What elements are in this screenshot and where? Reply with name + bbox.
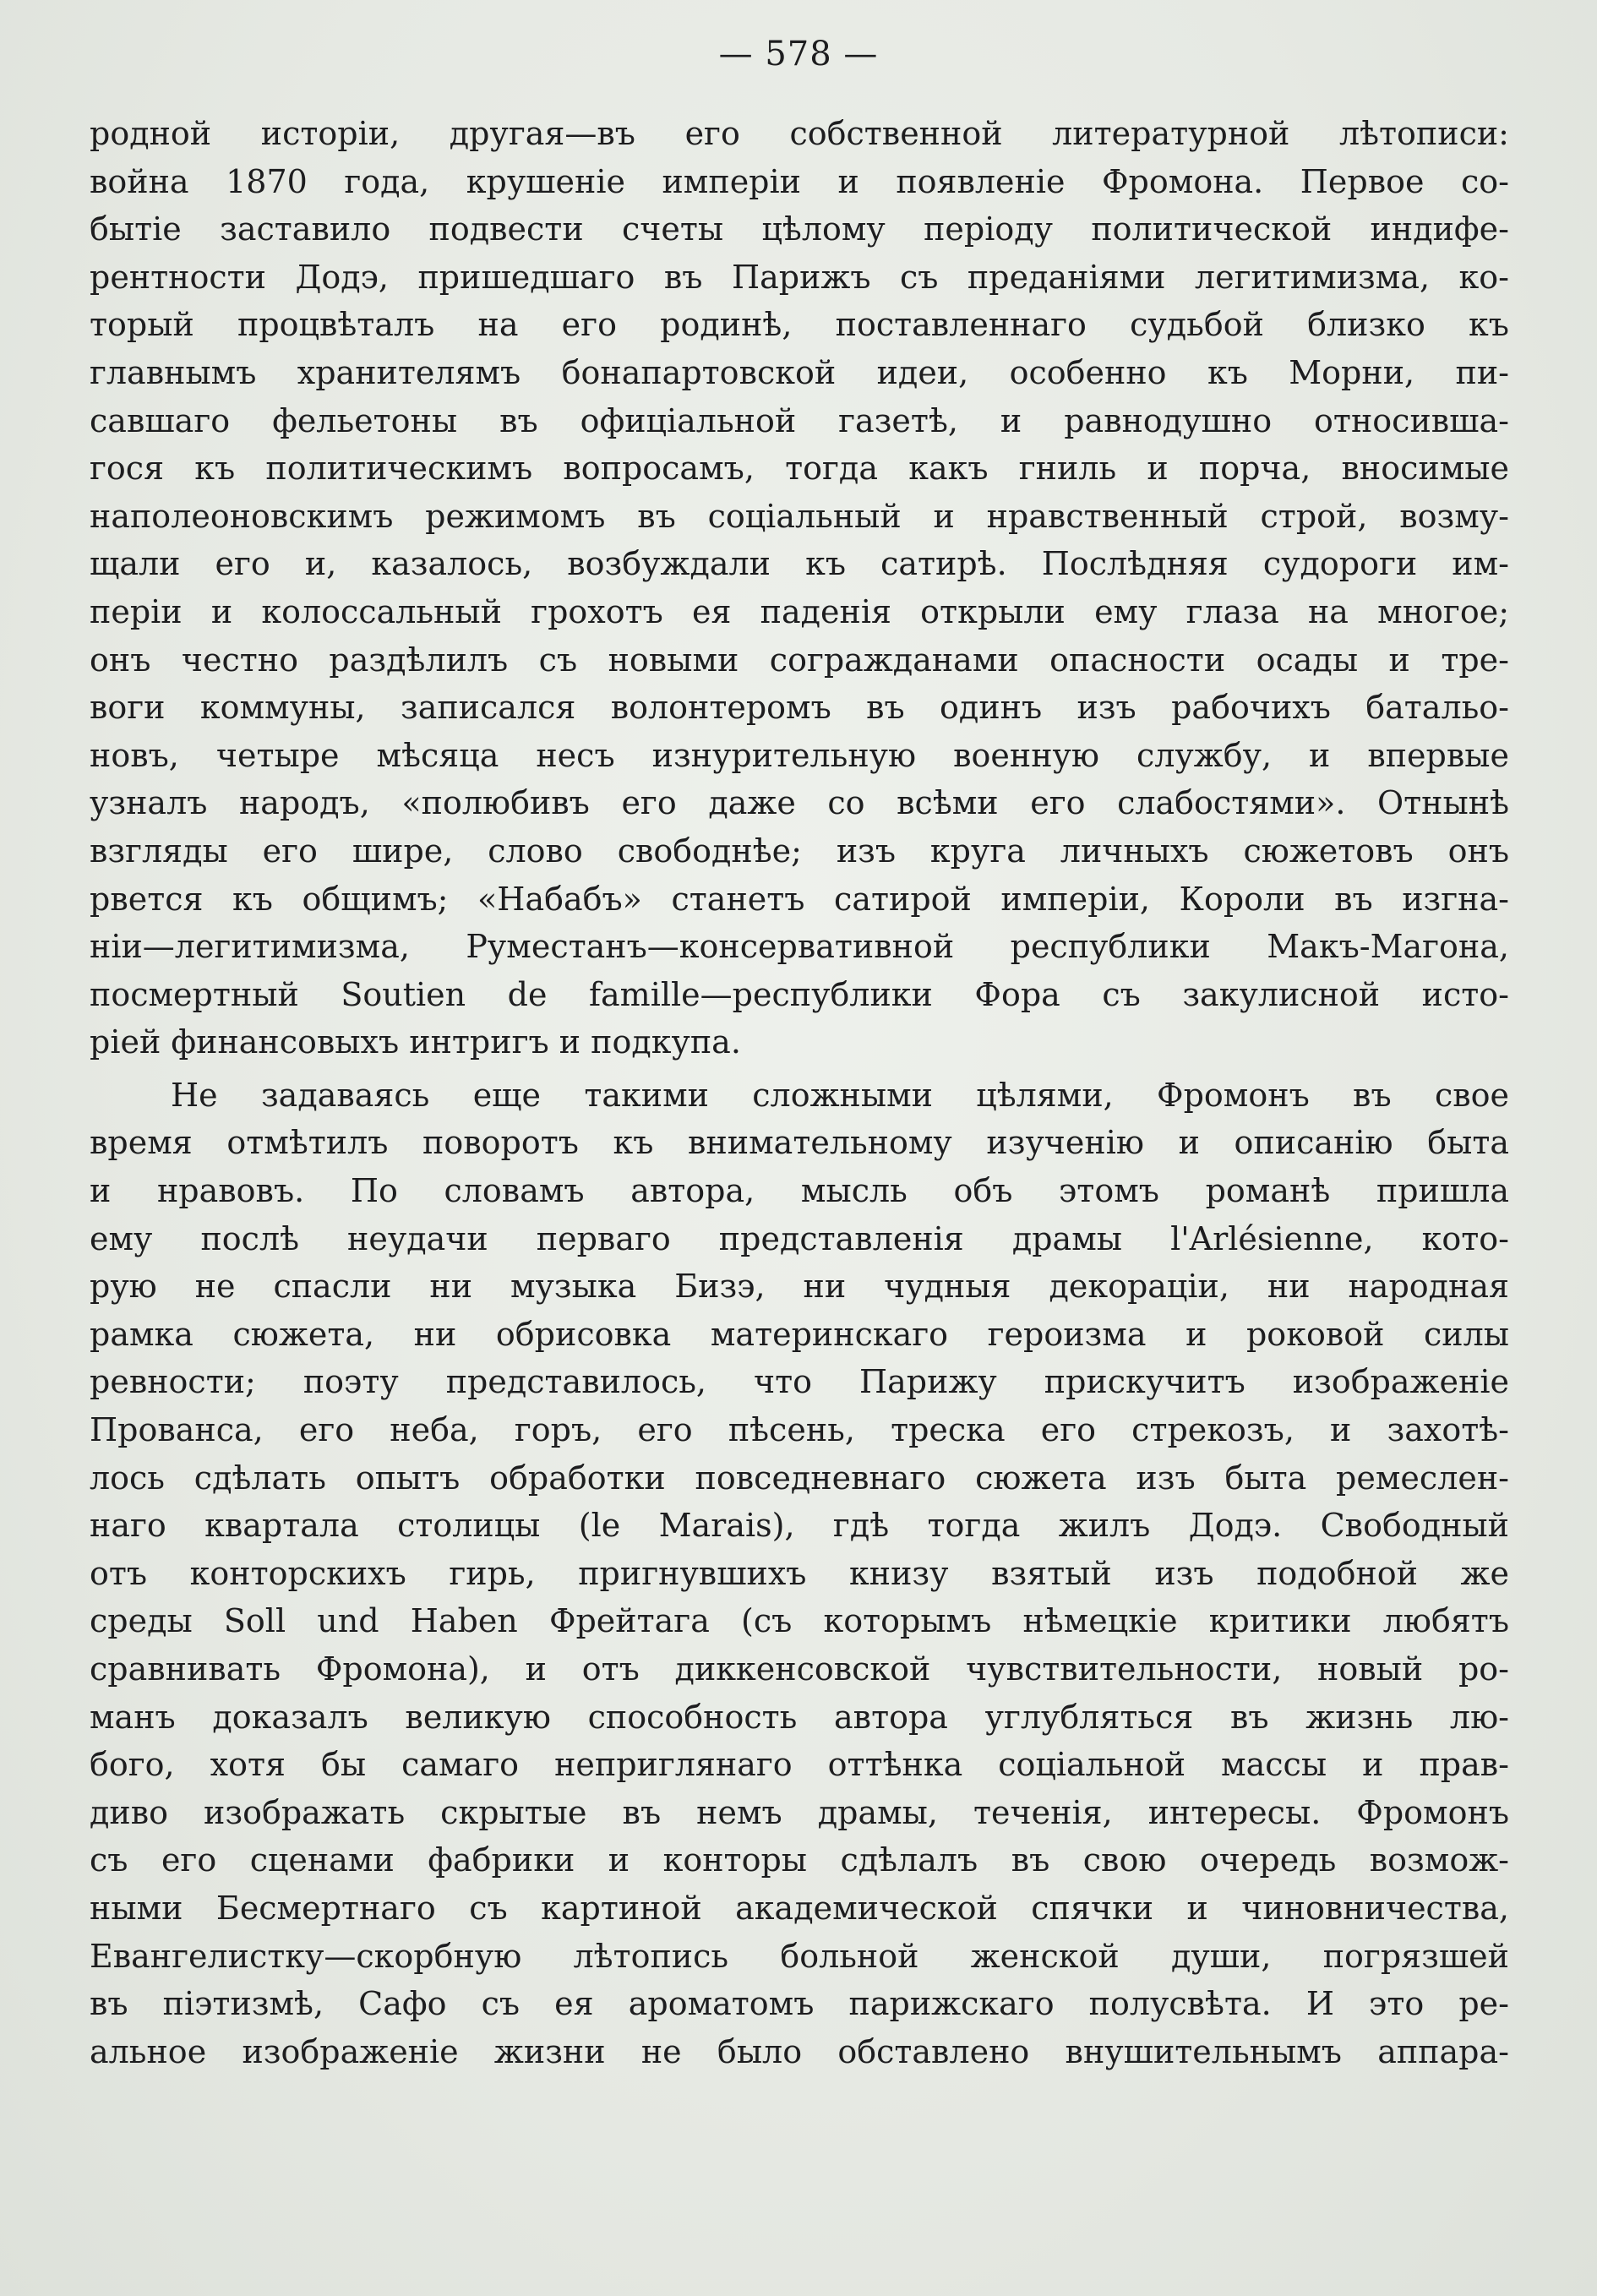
body-text — [90, 110, 1509, 2075]
text-line: манъ доказалъ великую способность автора углубляться въ жизнь лю- — [90, 1698, 1509, 1736]
text-line: главнымъ хранителямъ бонапартовской идеи, особенно къ Морни, пи- — [90, 353, 1509, 391]
text-line: новъ, четыре мѣсяца несъ изнурительную военную службу, и впервые — [90, 736, 1509, 774]
text-line: съ его сценами фабрики и конторы сдѣлалъ въ свою очередь возмож- — [90, 1841, 1509, 1879]
text-line: воги коммуны, записался волонтеромъ въ одинъ изъ рабочихъ батальо- — [90, 689, 1509, 727]
text-line: наполеоновскимъ режимомъ въ соціальный и нравственный строй, возму- — [90, 497, 1509, 535]
paragraph-2 — [90, 1072, 1509, 2075]
text-line: бытіе заставило подвести счеты цѣлому періоду политической индифе- — [90, 210, 1509, 248]
text-line: торый процвѣталъ на его родинѣ, поставленнаго судьбой близко къ — [90, 306, 1509, 344]
text-line: ніи—легитимизма, Руместанъ—консервативной республики Макъ-Магона, — [90, 928, 1509, 966]
text-line: взгляды его шире, слово свободнѣе; изъ круга личныхъ сюжетовъ онъ — [90, 832, 1509, 870]
text-line: въ піэтизмѣ, Сафо съ ея ароматомъ парижскаго полусвѣта. И это ре- — [90, 1985, 1509, 2023]
text-line: война 1870 года, крушеніе имперіи и появленіе Фромона. Первое со- — [90, 162, 1509, 200]
text-line: ными Бесмертнаго съ картиной академической спячки и чиновничества, — [90, 1889, 1509, 1927]
text-line: узналъ народъ, «полюбивъ его даже со всѣми его слабостями». Отнынѣ — [90, 784, 1509, 822]
text-line: альное изображеніе жизни не было обставлено внушительнымъ аппара- — [90, 2032, 1509, 2070]
text-line: рентности Додэ, пришедшаго въ Парижъ съ преданіями легитимизма, ко- — [90, 258, 1509, 296]
text-line: рую не спасли ни музыка Бизэ, ни чудныя декораціи, ни народная — [90, 1268, 1509, 1306]
text-line: бого, хотя бы самаго неприглянаго оттѣнка соціальной массы и прав- — [90, 1746, 1509, 1784]
text-line: лось сдѣлать опытъ обработки повседневнаго сюжета изъ быта ремеслен- — [90, 1459, 1509, 1497]
text-line: наго квартала столицы (le Marais), гдѣ тогда жилъ Додэ. Свободный — [90, 1507, 1509, 1545]
text-line: ему послѣ неудачи перваго представленія драмы l'Arlésienne, кото- — [90, 1219, 1509, 1257]
text-line: диво изображать скрытые въ немъ драмы, теченія, интересы. Фромонъ — [90, 1793, 1509, 1831]
text-line: отъ конторскихъ гирь, пригнувшихъ книзу взятый изъ подобной же — [90, 1554, 1509, 1592]
text-line: ревности; поэту представилось, что Парижу прискучитъ изображеніе — [90, 1363, 1509, 1401]
text-line: савшаго фельетоны въ офиціальной газетѣ, и равнодушно относивша- — [90, 401, 1509, 439]
text-line: періи и колоссальный грохотъ ея паденія открыли ему глаза на многое; — [90, 592, 1509, 630]
text-line: сравнивать Фромона), и отъ диккенсовской чувствительности, новый ро- — [90, 1650, 1509, 1688]
text-line: рвется къ общимъ; «Набабъ» станетъ сатирой имперіи, Короли въ изгна- — [90, 880, 1509, 918]
text-line: щали его и, казалось, возбуждали къ сатирѣ. Послѣдняя судороги им- — [90, 545, 1509, 583]
text-line: Евангелистку—скорбную лѣтопись больной женской души, погрязшей — [90, 1937, 1509, 1975]
text-line: гося къ политическимъ вопросамъ, тогда какъ гниль и порча, вносимые — [90, 450, 1509, 488]
text-line: онъ честно раздѣлилъ съ новыми согражданами опасности осады и тре- — [90, 641, 1509, 679]
text-line: время отмѣтилъ поворотъ къ внимательному изученію и описанію быта — [90, 1124, 1509, 1162]
text-line: ріей финансовыхъ интригъ и подкупа. — [90, 1023, 741, 1061]
paragraph-1 — [90, 110, 1509, 1066]
text-line: среды Soll und Haben Фрейтага (съ которымъ нѣмецкіе критики любятъ — [90, 1602, 1509, 1640]
text-line: и нравовъ. По словамъ автора, мысль объ этомъ романѣ пришла — [90, 1172, 1509, 1210]
page-number: — 578 — — [718, 35, 879, 74]
text-line: Не задаваясь еще такими сложными цѣлями, Фромонъ въ свое — [171, 1076, 1509, 1114]
text-line: посмертный Soutien de famille—республики Фора съ закулисной исто- — [90, 975, 1509, 1013]
text-line: Прованса, его неба, горъ, его пѣсень, треска его стрекозъ, и захотѣ- — [90, 1411, 1509, 1449]
text-line: родной исторіи, другая—въ его собственной литературной лѣтописи: — [90, 115, 1509, 152]
text-line: рамка сюжета, ни обрисовка материнскаго героизма и роковой силы — [90, 1315, 1509, 1353]
